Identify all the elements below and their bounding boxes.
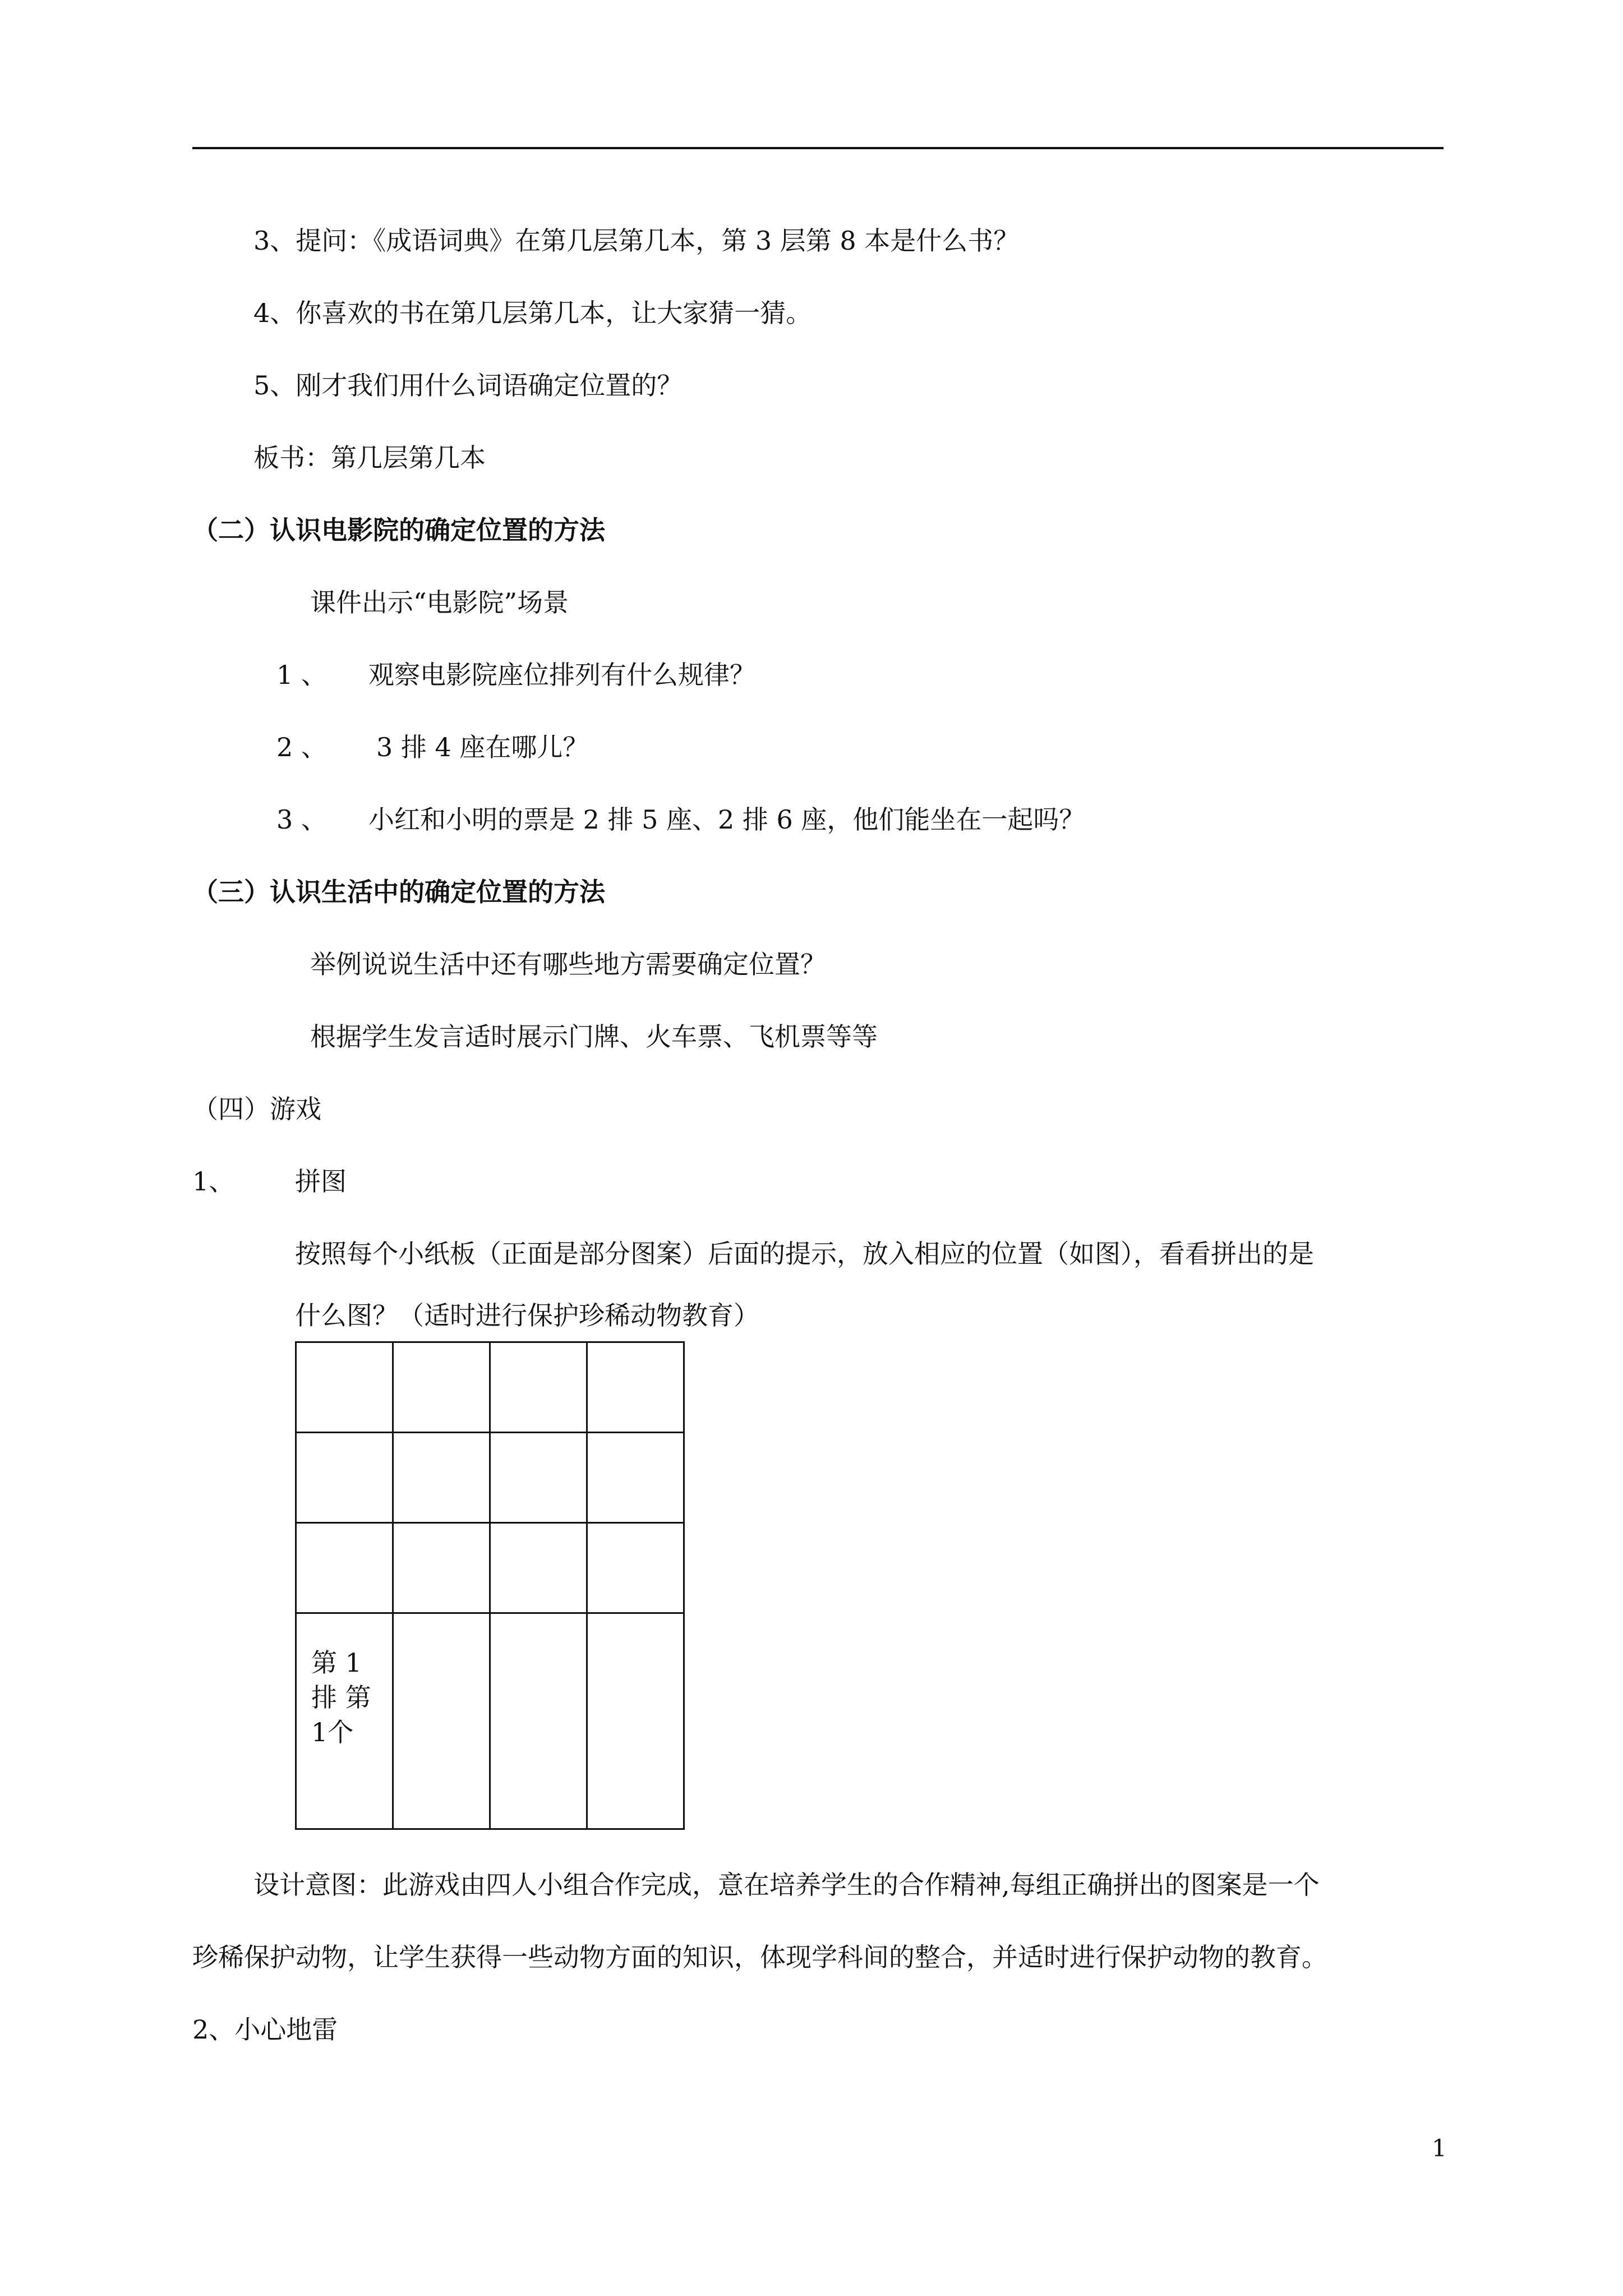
grid-cell xyxy=(490,1613,587,1829)
grid-cell xyxy=(490,1433,587,1523)
question-4: 4、你喜欢的书在第几层第几本，让大家猜一猜。 xyxy=(253,298,812,328)
cinema-item-2: 3 排 4 座在哪儿？ xyxy=(376,732,589,762)
grid-cell xyxy=(587,1342,684,1433)
section-2-heading: （二）认识电影院的确定位置的方法 xyxy=(192,515,605,545)
grid-cell xyxy=(393,1523,490,1613)
grid-cell xyxy=(490,1523,587,1613)
grid-cell-label xyxy=(296,1613,393,1829)
cinema-item-3: 小红和小明的票是 2 排 5 座、2 排 6 座，他们能坐在一起吗？ xyxy=(368,804,1085,835)
life-showcase: 根据学生发言适时展示门牌、火车票、飞机票等等 xyxy=(310,1022,878,1052)
question-3: 3、提问：《成语词典》在第几层第几本，第 3 层第 8 本是什么书？ xyxy=(253,226,1020,256)
question-5: 5、刚才我们用什么词语确定位置的？ xyxy=(253,370,683,401)
grid-row xyxy=(296,1433,684,1523)
grid-cell-label-text: 第 1 排 第 1个 xyxy=(311,1648,371,1747)
grid-cell xyxy=(587,1613,684,1829)
grid-cell xyxy=(587,1433,684,1523)
puzzle-grid xyxy=(295,1341,685,1830)
header-rule xyxy=(192,147,1444,149)
cinema-item-1: 观察电影院座位排列有什么规律？ xyxy=(368,660,755,690)
game-1-number: 1、 xyxy=(192,1166,235,1197)
grid-cell xyxy=(296,1433,393,1523)
grid-cell xyxy=(393,1613,490,1829)
design-intent-line-2: 珍稀保护动物，让学生获得一些动物方面的知识，体现学科间的整合，并适时进行保护动物的教育。 xyxy=(192,1942,1327,1972)
grid-cell xyxy=(296,1523,393,1613)
blackboard-note: 板书：第几层第几本 xyxy=(253,443,486,473)
grid-cell xyxy=(393,1433,490,1523)
section-3-heading: （三）认识生活中的确定位置的方法 xyxy=(192,877,605,907)
cinema-item-1-number: 1 、 xyxy=(276,660,327,690)
grid-cell xyxy=(587,1523,684,1613)
grid-row xyxy=(296,1613,684,1829)
cinema-item-2-number: 2 、 xyxy=(276,732,327,762)
life-example: 举例说说生活中还有哪些地方需要确定位置？ xyxy=(310,949,826,979)
cinema-item-3-number: 3 、 xyxy=(276,804,327,835)
page-number: 1 xyxy=(1432,2134,1447,2162)
grid-cell xyxy=(296,1342,393,1433)
game-1-title: 拼图 xyxy=(295,1166,347,1197)
courseware-note: 课件出示“电影院”场景 xyxy=(310,587,569,618)
grid-row xyxy=(296,1342,684,1433)
game-2-title: 2、小心地雷 xyxy=(192,2014,338,2045)
grid-cell xyxy=(490,1342,587,1433)
design-intent-line-1: 设计意图：此游戏由四人小组合作完成，意在培养学生的合作精神,每组正确拼出的图案是一个 xyxy=(253,1870,1320,1900)
grid-row xyxy=(296,1523,684,1613)
grid-cell xyxy=(393,1342,490,1433)
puzzle-instructions-line-1: 按照每个小纸板（正面是部分图案）后面的提示，放入相应的位置（如图），看看拼出的是 xyxy=(295,1239,1314,1269)
puzzle-instructions-line-2: 什么图？（适时进行保护珍稀动物教育） xyxy=(295,1300,759,1331)
section-4-heading: （四）游戏 xyxy=(192,1094,321,1124)
